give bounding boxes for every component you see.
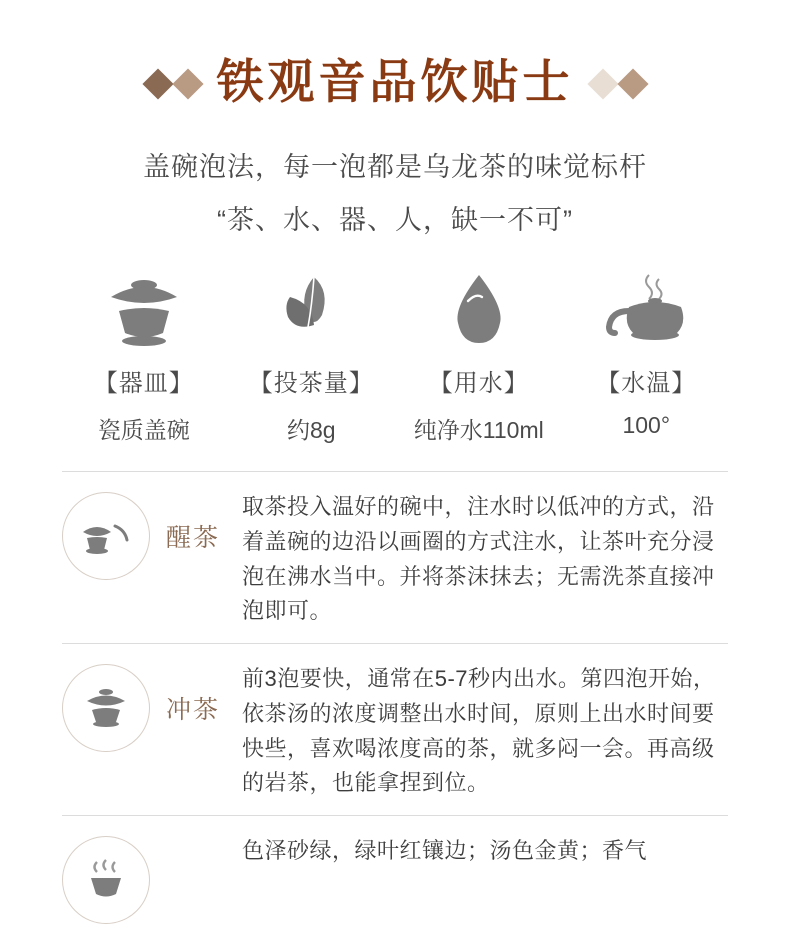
subtitle-line-2: “茶、水、器、人，缺一不可” bbox=[217, 205, 573, 235]
step-text: 取茶投入温好的碗中，注水时以低冲的方式，沿着盖碗的边沿以画圈的方式注水，让茶叶充分浸泡在沸水当中。并将茶沫抹去；无需洗茶直接冲泡即可。 bbox=[242, 494, 715, 624]
gaiwan-icon bbox=[60, 271, 228, 349]
steps-list bbox=[0, 471, 790, 938]
page-title: 铁观音品饮贴士 bbox=[216, 57, 574, 109]
diamond-shape bbox=[172, 68, 203, 99]
spec-label: 【器皿】 bbox=[93, 370, 194, 397]
gaiwan-pour-icon bbox=[62, 492, 150, 580]
tea-leaf-icon bbox=[228, 271, 396, 349]
spec-label: 【投茶量】 bbox=[248, 370, 374, 397]
spec-item-vessel bbox=[60, 271, 228, 445]
step-item bbox=[62, 643, 728, 815]
step-item bbox=[62, 471, 728, 643]
step-name bbox=[150, 834, 236, 862]
spec-item-tea-amount bbox=[228, 271, 396, 445]
spec-value: 瓷质盖碗 bbox=[97, 417, 190, 443]
tea-brewing-tips-page bbox=[0, 57, 790, 863]
spec-value: 约8g bbox=[286, 417, 336, 443]
spec-item-water bbox=[395, 271, 563, 445]
spec-label: 【用水】 bbox=[428, 370, 529, 397]
diamond-shape bbox=[617, 68, 648, 99]
subtitle-block bbox=[0, 145, 790, 237]
spec-value: 100° bbox=[622, 412, 671, 438]
left-diamond-ornament bbox=[147, 73, 199, 95]
diamond-shape bbox=[587, 68, 618, 99]
teapot-icon bbox=[563, 271, 731, 349]
step-text: 前3泡要快，通常在5-7秒内出水。第四泡开始，依茶汤的浓度调整出水时间，原则上出水时间要快些，喜欢喝浓度高的茶，就多闷一会。再高级的岩茶，也能拿捏到位。 bbox=[242, 666, 716, 796]
step-item bbox=[62, 815, 728, 938]
step-name: 冲茶 bbox=[165, 696, 220, 724]
subtitle-line-1: 盖碗泡法，每一泡都是乌龙茶的味觉标杆 bbox=[143, 152, 647, 182]
step-name: 醒茶 bbox=[165, 524, 220, 552]
diamond-shape bbox=[142, 68, 173, 99]
title-row bbox=[0, 57, 790, 109]
step-text: 色泽砂绿，绿叶红镶边；汤色金黄；香气 bbox=[242, 838, 648, 863]
spec-item-temperature bbox=[563, 271, 731, 445]
spec-value: 纯净水110ml bbox=[413, 417, 544, 443]
water-drop-icon bbox=[395, 271, 563, 349]
tea-cup-steam-icon bbox=[62, 836, 150, 924]
spec-label: 【水温】 bbox=[596, 370, 697, 397]
spec-row bbox=[0, 271, 790, 445]
right-diamond-ornament bbox=[592, 73, 644, 95]
gaiwan-icon bbox=[62, 664, 150, 752]
